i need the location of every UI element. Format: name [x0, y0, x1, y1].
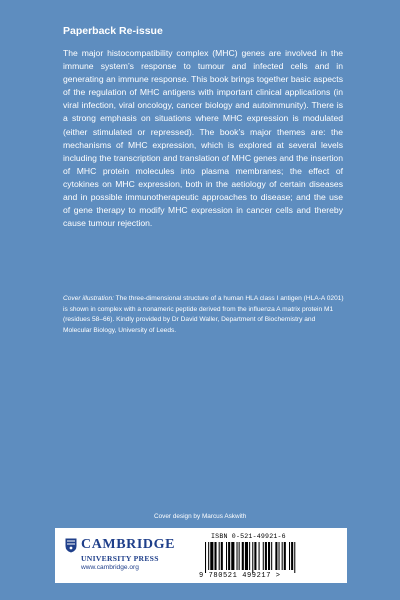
barcode-bar	[284, 542, 286, 570]
barcode-bar	[268, 542, 270, 570]
barcode-bar	[263, 542, 264, 570]
barcode-bar	[237, 542, 238, 570]
barcode-bar	[289, 542, 290, 570]
barcode-bar	[252, 542, 253, 573]
barcode-bar	[228, 542, 230, 570]
barcode-bar	[205, 542, 206, 573]
barcode-bar	[249, 542, 250, 570]
cover-illustration-label: Cover illustration:	[63, 295, 114, 302]
cover-illustration-credit	[63, 294, 345, 336]
barcode-bar	[279, 542, 280, 570]
publisher-subtitle: UNIVERSITY PRESS	[81, 554, 159, 563]
barcode-bar	[210, 542, 213, 570]
cambridge-shield-icon	[65, 538, 77, 553]
book-description: The major histocompatibility complex (MHC) genes are involved in the immune system’s response to tumour and infected cells and in generating an immune response. This book brings together basic aspects of the regulation of MHC antigens with important clinical applications (in viral infection, viral oncology, cancer biology and autoimmunity). There is a strong emphasis on situations where MHC expression is modulated (either stimulated or repressed). The book’s major themes are: the mechanisms of MHC expression, which is explored at several levels including the transcription and translation of MHC genes and the insertion of MHC protein molecules into plasma membranes; the effect of cytokines on MHC expression, both in the aetiology of certain diseases and in possible immunotherapeutic approaches to disease; and the use of gene therapy to modify MHC expression in cancer cells and thereby cause tumour rejection.	[63, 48, 343, 229]
barcode-bar	[231, 542, 234, 570]
barcode-bar	[239, 542, 240, 570]
barcode-bar	[219, 542, 220, 570]
barcode-bar	[265, 542, 267, 570]
barcode-bar	[221, 542, 223, 570]
barcode-number: 9 780521 499217 >	[199, 572, 281, 580]
barcode-bar	[282, 542, 283, 570]
publisher-footer	[55, 528, 347, 583]
barcode-bar	[226, 542, 227, 570]
barcode	[203, 542, 343, 573]
publisher-name: CAMBRIDGE	[81, 537, 176, 552]
barcode-bar	[259, 542, 260, 570]
barcode-bar	[245, 542, 248, 570]
barcode-bar	[271, 542, 272, 570]
barcode-bar	[214, 542, 216, 570]
barcode-bar	[294, 542, 295, 573]
barcode-bar	[275, 542, 277, 570]
barcode-bar	[254, 542, 256, 570]
cover-design-credit: Cover design by Marcus Askwith	[154, 513, 247, 520]
barcode-bar	[291, 542, 293, 570]
barcode-bar	[242, 542, 244, 570]
cover-illustration-text: The three-dimensional structure of a human HLA class I antigen (HLA-A 0201) is shown in complex with a nonameric peptide derived from the influenza A matrix protein M1 (residues 58–66). Kindly provided by Dr David Waller, Department of Biochemistry and Molecular Biology, University of Leeds.	[63, 295, 344, 334]
publisher-url: www.cambridge.org	[81, 564, 139, 571]
barcode-bar	[208, 542, 209, 570]
reissue-heading: Paperback Re-issue	[63, 25, 163, 37]
isbn-text: ISBN 0-521-49921-6	[211, 533, 286, 540]
